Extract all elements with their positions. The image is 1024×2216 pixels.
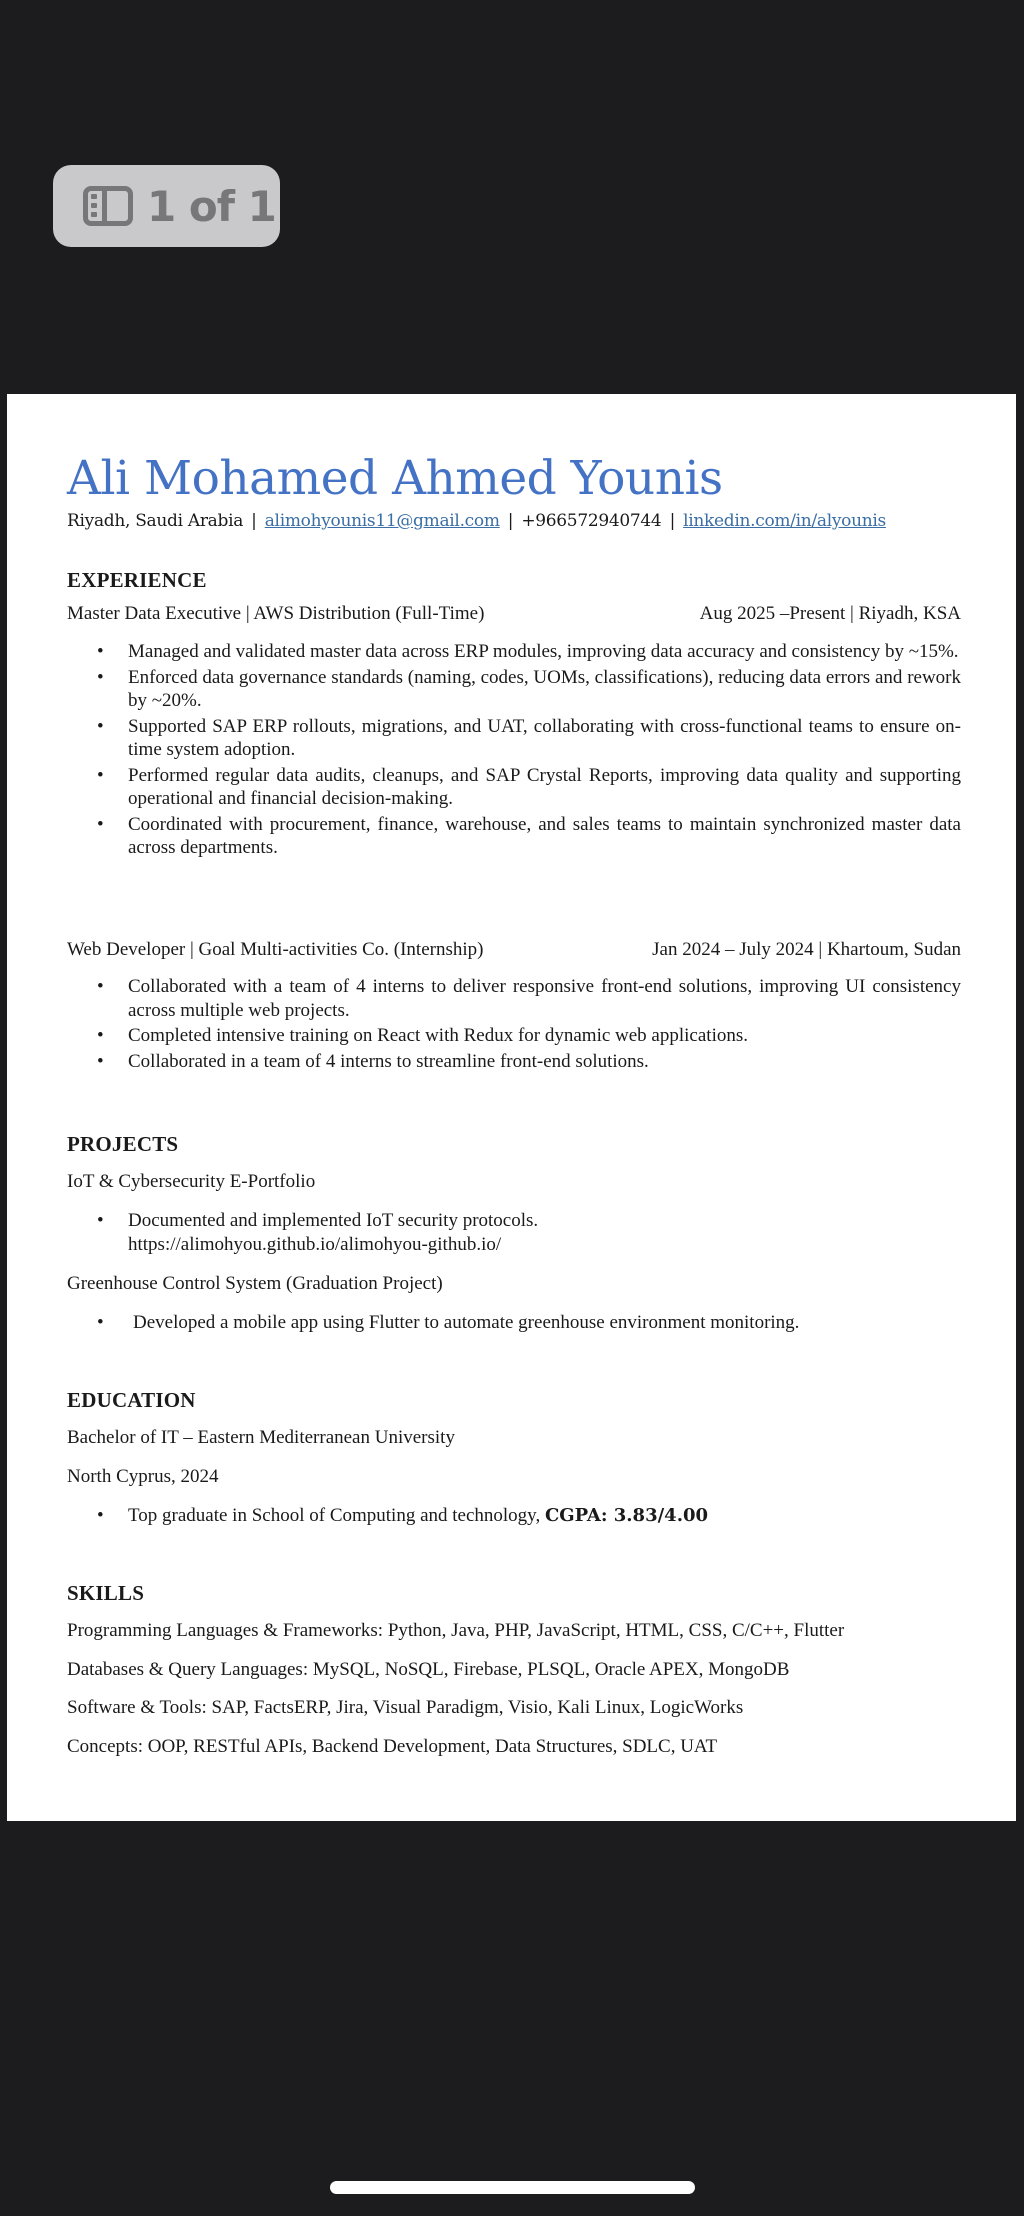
- project-title: Greenhouse Control System (Graduation Project): [67, 1273, 443, 1294]
- bullet-item: [67, 1209, 961, 1256]
- education-heading: EDUCATION: [67, 1388, 196, 1412]
- projects-heading: PROJECTS: [67, 1132, 179, 1156]
- home-indicator[interactable]: [330, 2181, 695, 2194]
- bullet-item: • Supported SAP ERP rollouts, migrations, and UAT, collaborating with cross-functional teams to ensure on-time system adoption.: [67, 715, 961, 762]
- bullet-item: • Managed and validated master data across ERP modules, improving data accuracy and consistency by ~15%.: [67, 640, 961, 664]
- job-bullets: [67, 975, 961, 1075]
- job-title: Master Data Executive | AWS Distribution (Full-Time): [67, 603, 485, 624]
- project-bullets: [67, 1209, 961, 1258]
- resume-content: [67, 451, 961, 1757]
- job-title: Web Developer | Goal Multi-activities Co. (Internship): [67, 939, 484, 960]
- skill-line: Concepts: OOP, RESTful APIs, Backend Development, Data Structures, SDLC, UAT: [67, 1736, 718, 1757]
- skill-line: Programming Languages & Frameworks: Python, Java, PHP, JavaScript, HTML, CSS, C/C++, Flutter: [67, 1620, 845, 1641]
- bullet-item: [67, 1504, 961, 1528]
- skill-line: Databases & Query Languages: MySQL, NoSQL, Firebase, PLSQL, Oracle APEX, MongoDB: [67, 1659, 790, 1680]
- education-location-year: North Cyprus, 2024: [67, 1466, 219, 1487]
- bullet-item: • Enforced data governance standards (naming, codes, UOMs, classifications), reducing data errors and rework by ~20%.: [67, 666, 961, 713]
- job-dates-location: Jan 2024 – July 2024 | Khartoum, Sudan: [652, 939, 961, 960]
- separator: |: [251, 511, 257, 531]
- bullet-item: • Coordinated with procurement, finance, warehouse, and sales teams to maintain synchronized master data across departments.: [67, 813, 961, 860]
- email-link[interactable]: alimohyounis11@gmail.com: [264, 511, 500, 531]
- project-title: IoT & Cybersecurity E-Portfolio: [67, 1171, 316, 1192]
- page-count-label: 1 of 1: [147, 181, 276, 231]
- bullet-item: • Developed a mobile app using Flutter to automate greenhouse environment monitoring.: [67, 1311, 961, 1335]
- cgpa-value: CGPA: 3.83/4.00: [544, 1505, 709, 1526]
- job-header: [67, 938, 961, 962]
- linkedin-link[interactable]: linkedin.com/in/alyounis: [683, 511, 886, 531]
- project-bullets: [67, 1311, 961, 1337]
- separator: |: [507, 511, 514, 531]
- project-link[interactable]: https://alimohyou.github.io/alimohyou-github.io/: [128, 1233, 502, 1255]
- contact-location: Riyadh, Saudi Arabia: [67, 511, 244, 531]
- page-indicator[interactable]: [53, 165, 280, 247]
- education-honor-text: Top graduate in School of Computing and technology,: [128, 1505, 545, 1526]
- contact-line: [67, 510, 961, 532]
- experience-heading: EXPERIENCE: [67, 568, 207, 592]
- sidebar-icon: [83, 186, 133, 226]
- separator: |: [669, 511, 675, 531]
- skills-heading: SKILLS: [67, 1581, 145, 1605]
- skill-line: Software & Tools: SAP, FactsERP, Jira, Visual Paradigm, Visio, Kali Linux, LogicWorks: [67, 1697, 744, 1718]
- bullet-item: • Collaborated with a team of 4 interns to deliver responsive front-end solutions, improving UI consistency across multiple web projects.: [67, 975, 961, 1022]
- resume-name: Ali Mohamed Ahmed Younis: [67, 451, 723, 506]
- job-header: [67, 602, 961, 626]
- job-dates-location: Aug 2025 –Present | Riyadh, KSA: [699, 603, 961, 624]
- bullet-item: • Collaborated in a team of 4 interns to streamline front-end solutions.: [67, 1050, 961, 1074]
- education-degree: Bachelor of IT – Eastern Mediterranean University: [67, 1427, 455, 1448]
- contact-phone: +966572940744: [521, 511, 662, 531]
- document-page: [7, 394, 1016, 1821]
- bullet-item: • Completed intensive training on React with Redux for dynamic web applications.: [67, 1024, 961, 1048]
- education-bullets: [67, 1504, 961, 1530]
- bullet-item: • Performed regular data audits, cleanups, and SAP Crystal Reports, improving data quality and supporting operational and financial decision-making.: [67, 764, 961, 811]
- project-description: Documented and implemented IoT security protocols.: [128, 1210, 539, 1231]
- job-bullets: [67, 640, 961, 862]
